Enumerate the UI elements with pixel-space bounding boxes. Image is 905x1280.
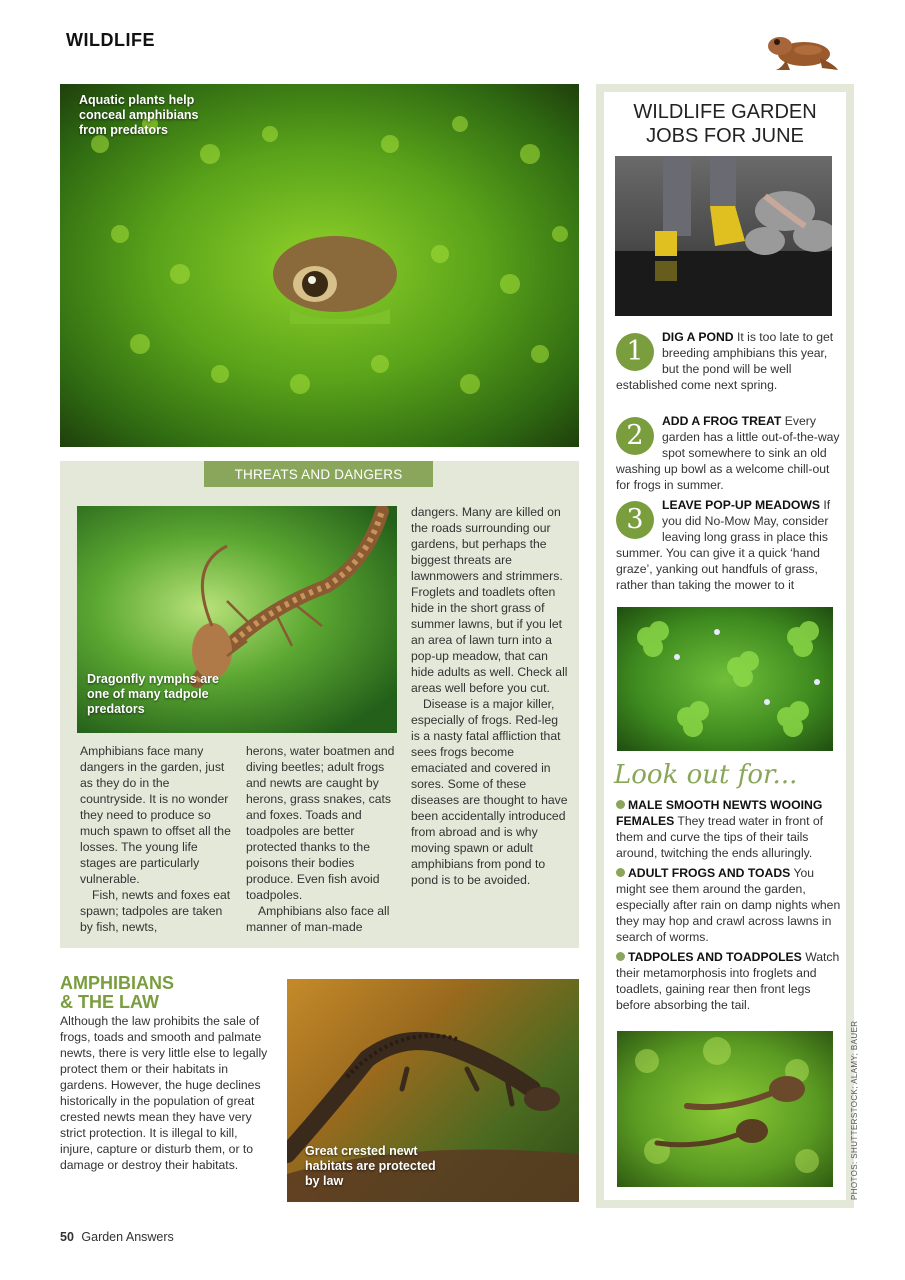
magazine-name: Garden Answers [81,1230,174,1244]
job-2-title: ADD A FROG TREAT [662,414,782,428]
law-title-line-1: AMPHIBIANS [60,973,175,993]
job-3-number: 3 [616,501,654,539]
clover-lawn-photo [617,607,833,751]
sidebar-title [604,100,846,148]
threats-col2-para1: herons, water boatmen and diving beetles; adult frogs and newts are caught by herons, grass snakes, cats and foxes. Toads and toadpoles are better protected thanks to the poisons their bodies produce. Even fish avoid toadpoles. [246,744,395,902]
bullet-icon [616,800,625,809]
look-out-heading: Look out for... [614,760,798,790]
job-3-title: LEAVE POP-UP MEADOWS [662,498,821,512]
threats-column-3 [411,504,569,888]
section-label: WILDLIFE [66,30,155,50]
law-title-line-2: & THE LAW [60,992,159,1012]
clover-illustration [617,607,833,751]
sidebar-title-line-1: WILDLIFE GARDEN [633,101,817,123]
threats-col3-para2: Disease is a major killer, especially of frogs. Red-leg is a nasty fatal affliction that sees frogs become emaciated and covered in sores. Some of these diseases are thought to have been accidentally introduced from abroad and is why moving spawn or adult amphibians from pond to pond is to be avoided. [411,697,568,887]
threats-col3-para1: dangers. Many are killed on the roads surrounding our gardens, but perhaps the biggest threats are lawnmowers and strimmers. Froglets and toadlets often hide in the short grass of summer lawns, but if you let an area of lawn turn into a pop-up meadow, that can hide adults as well. Check all areas well before you cut. [411,505,568,695]
threats-column-1 [80,743,232,935]
job-1-text: It is too late to get breeding amphibians this year, but the pond will be well established come next spring. [616,330,834,392]
job-1 [616,329,844,393]
look-out-item-2-text: You might see them around the garden, especially after rain on damp nights when they may hop and crawl across lawns in search of worms. [616,866,841,944]
job-1-title: DIG A POND [662,330,734,344]
page-footer [60,1230,174,1244]
look-out-item-2-title: ADULT FROGS AND TOADS [628,866,791,880]
threats-col2-para2: Amphibians also face all manner of man-made [246,904,390,934]
photo-credits: PHOTOS: SHUTTERSTOCK; ALAMY; BAUER [850,1020,859,1200]
threats-col1-para1: Amphibians face many dangers in the garden, just as they do in the countryside. It is no wonder they need to produce so much spawn to offset all the losses. The young life stages are particularly vulnerable. [80,744,231,886]
newt-caption: Great crested newt habitats are protected by law [305,1144,436,1188]
bullet-icon [616,868,625,877]
job-2 [616,413,844,493]
job-2-number: 2 [616,417,654,455]
threats-panel [60,461,579,948]
great-crested-newt-photo [287,979,579,1202]
look-out-item-1-text: They tread water in front of them and curve the tips of their tails around, twitching the ends alluringly. [616,814,824,860]
frog-image [760,24,840,72]
look-out-item-1 [616,797,844,861]
hero-caption: Aquatic plants help conceal amphibians from predators [79,93,199,137]
tadpoles-photo [617,1031,833,1187]
frog-duckweed-photo [60,84,579,447]
look-out-item-3-title: TADPOLES AND TOADPOLES [628,950,802,964]
threats-col1-para2: Fish, newts and foxes eat spawn; tadpoles are taken by fish, newts, [80,888,231,934]
job-3-text: If you did No-Mow May, consider leaving long grass in place this summer. You can give it a quick ‘hand graze’, yanking out handfuls of grass, rather than taking the mower to it [616,498,831,592]
nymph-caption: Dragonfly nymphs are one of many tadpole predators [87,672,219,716]
look-out-item-2 [616,865,844,945]
law-title [60,974,280,1012]
wellies-pond-photo [615,156,832,316]
threats-column-2 [246,743,398,935]
bullet-icon [616,952,625,961]
look-out-item-1-title: MALE SMOOTH NEWTS WOOING FEMALES [616,798,823,828]
job-2-text: Every garden has a little out-of-the-way spot somewhere to sink an old washing up bowl as a welcome chill-out for frogs in summer. [616,414,840,492]
wellies-illustration [615,156,832,316]
tadpoles-illustration [617,1031,833,1187]
sidebar-title-line-2: JOBS FOR JUNE [646,125,804,147]
look-out-item-3 [616,949,844,1013]
threats-heading: THREATS AND DANGERS [204,461,433,487]
dragonfly-nymph-photo [77,506,397,733]
law-body: Although the law prohibits the sale of frogs, toads and smooth and palmate newts, there is very little else to legally protect them or their habitats in gardens. However, the huge declines historically in the population of great crested newts mean they have very strict protection. It is illegal to kill, injure, capture or disturb them, or to damage or destroy their habitats. [60,1014,268,1172]
job-1-number: 1 [616,333,654,371]
job-3 [616,497,844,593]
page-number: 50 [60,1230,74,1244]
look-out-item-3-text: Watch their metamorphosis into froglets and toadlets, gaining rear then front legs before absorbing the tail. [616,950,840,1012]
duckweed-texture [60,84,579,447]
